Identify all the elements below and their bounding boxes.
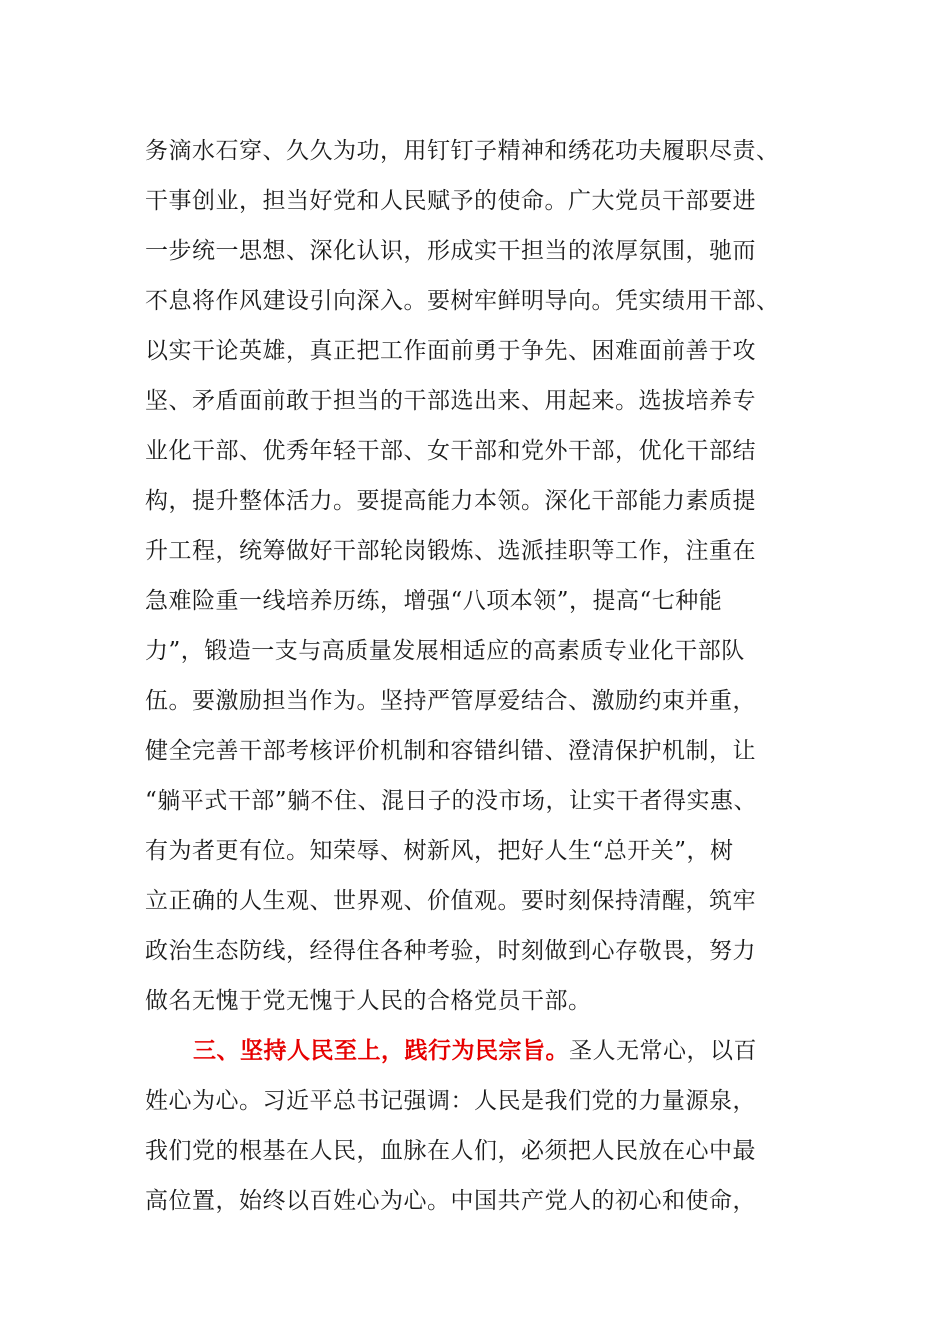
text-line: 业化干部、优秀年轻干部、女干部和党外干部，优化干部结 <box>145 438 756 464</box>
text-line: 急难险重一线培养历练，增强“八项本领”，提高“七种能 <box>145 588 723 614</box>
text-line: 健全完善干部考核评价机制和容错纠错、澄清保护机制，让 <box>145 738 756 764</box>
text-line: 干事创业，担当好党和人民赋予的使命。广大党员干部要进 <box>145 188 756 214</box>
text-line: 立正确的人生观、世界观、价值观。要时刻保持清醒，筑牢 <box>145 888 756 914</box>
text-line: 有为者更有位。知荣辱、树新风，把好人生“总开关”，树 <box>145 838 734 864</box>
text-line: 姓心为心。习近平总书记强调：人民是我们党的力量源泉， <box>145 1088 756 1114</box>
text-line: 构，提升整体活力。要提高能力本领。深化干部能力素质提 <box>145 488 756 514</box>
text-line: 以实干论英雄，真正把工作面前勇于争先、困难面前善于攻 <box>145 338 756 364</box>
section-heading-line <box>145 1026 805 1076</box>
text-line: 不息将作风建设引向深入。要树牢鲜明导向。凭实绩用干部、 <box>145 288 780 314</box>
text-line: 高位置，始终以百姓心为心。中国共产党人的初心和使命， <box>145 1188 756 1214</box>
text-line: 做名无愧于党无愧于人民的合格党员干部。 <box>145 988 592 1014</box>
section-heading: 三、坚持人民至上，践行为民宗旨。 <box>193 1037 569 1064</box>
text-line: 一步统一思想、深化认识，形成实干担当的浓厚氛围，驰而 <box>145 238 756 264</box>
text-line: 伍。要激励担当作为。坚持严管厚爱结合、激励约束并重， <box>145 688 756 714</box>
text-line: 升工程，统筹做好干部轮岗锻炼、选派挂职等工作，注重在 <box>145 538 756 564</box>
text-fragment: 圣人无常心，以百 <box>569 1038 757 1064</box>
text-line: 务滴水石穿、久久为功，用钉钉子精神和绣花功夫履职尽责、 <box>145 138 780 164</box>
text-line: 坚、矛盾面前敢于担当的干部选出来、用起来。选拔培养专 <box>145 388 756 414</box>
text-line: 我们党的根基在人民，血脉在人们，必须把人民放在心中最 <box>145 1138 756 1164</box>
text-line: 力”，锻造一支与高质量发展相适应的高素质专业化干部队 <box>145 638 745 664</box>
document-body <box>145 126 805 1226</box>
text-line: 政治生态防线，经得住各种考验，时刻做到心存敬畏，努力 <box>145 938 756 964</box>
text-line: “躺平式干部”躺不住、混日子的没市场，让实干者得实惠、 <box>145 788 758 814</box>
